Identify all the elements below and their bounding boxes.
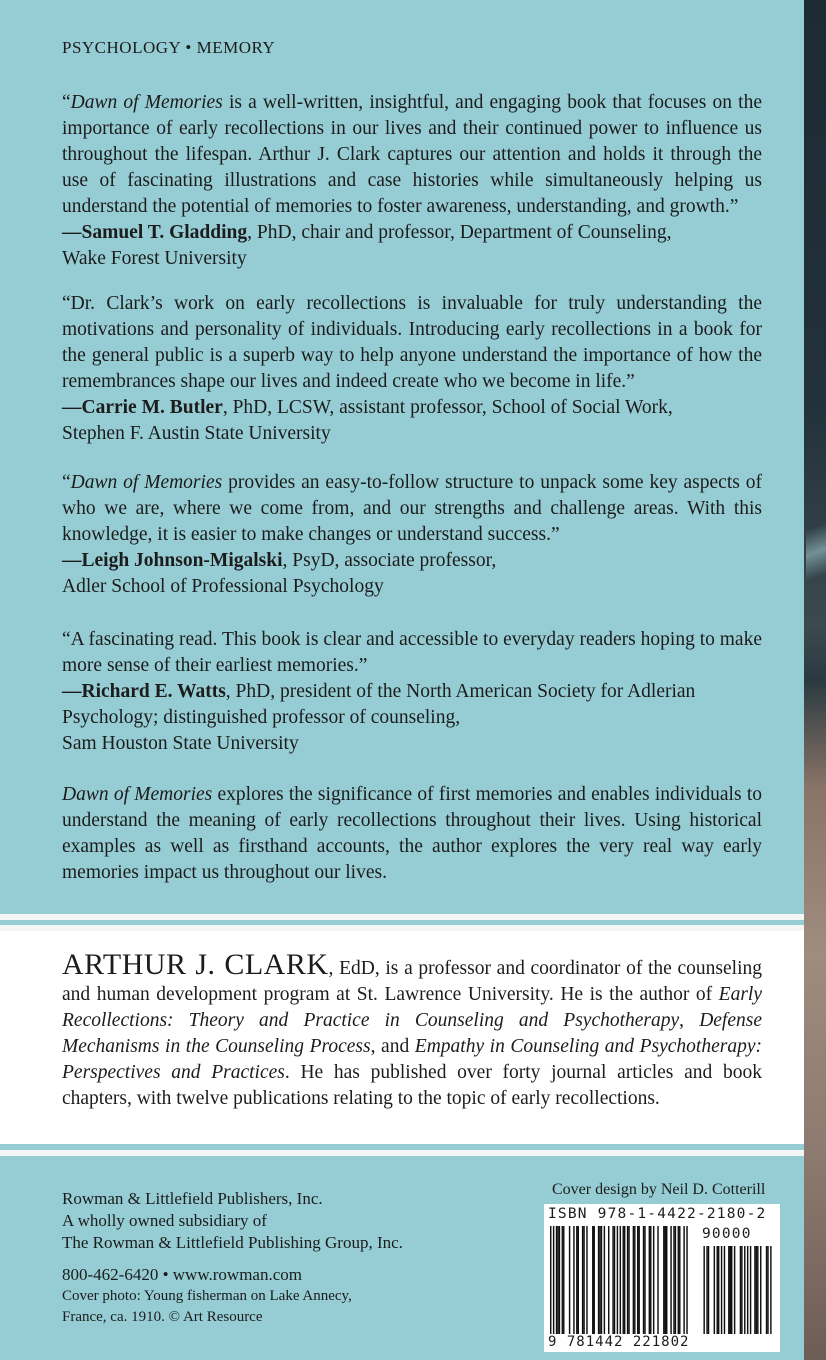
endorsement-3-attribution: —Leigh Johnson-Migalski, PsyD, associate professor, Adler School of Professional Psychology	[62, 550, 497, 597]
barcode-bar	[634, 1226, 635, 1334]
book-description: Dawn of Memories explores the significance of first memories and enables individuals to understand the meaning of early recollections throughout their lives. Using historical examples as well as firsthand accounts, the author explores the very real way early memories impact us throughout our lives.	[62, 784, 762, 883]
addon-bar	[717, 1246, 718, 1334]
photo-credit-1: Cover photo: Young fisherman on Lake Annecy,	[62, 1288, 352, 1304]
barcode-bar	[650, 1226, 651, 1334]
barcode-bar	[550, 1226, 551, 1334]
barcode-bar	[576, 1226, 577, 1334]
barcode-bar	[599, 1226, 600, 1334]
barcode-bar	[601, 1226, 602, 1334]
barcode-bar	[612, 1226, 613, 1334]
publisher-info	[62, 1188, 482, 1328]
addon-bar	[714, 1246, 715, 1334]
endorsement-4	[62, 627, 762, 757]
barcode-bar	[638, 1226, 639, 1334]
barcode-bar	[670, 1226, 671, 1334]
addon-bar	[728, 1246, 729, 1334]
barcode-bar	[563, 1226, 564, 1334]
barcode-bar	[679, 1226, 680, 1334]
category-label: PSYCHOLOGY • MEMORY	[62, 38, 276, 57]
ean-barcode	[550, 1226, 696, 1334]
endorsement-3-quote: “Dawn of Memories provides an easy-to-follow structure to unpack some key aspects of who we are, where we come from, and our strengths and challenge areas. With this knowledge, it is easier to make changes or understand success.”	[62, 472, 762, 545]
addon-bar	[721, 1246, 722, 1334]
barcode-bar	[553, 1226, 554, 1334]
barcode-bar	[627, 1226, 628, 1334]
cover-photo-detail	[806, 505, 826, 625]
price-code: 90000	[702, 1226, 752, 1242]
barcode-bar	[666, 1226, 667, 1334]
barcode-bar	[673, 1226, 674, 1334]
addon-bar	[724, 1246, 725, 1334]
endorsement-1	[62, 90, 762, 272]
publisher-subsidiary: A wholly owned subsidiary of	[62, 1211, 267, 1230]
barcode-bar	[683, 1226, 684, 1334]
addon-barcode	[702, 1246, 774, 1334]
barcode-bar	[569, 1226, 570, 1334]
addon-bar	[741, 1246, 742, 1334]
barcode-bar	[592, 1226, 593, 1334]
isbn-text: ISBN 978-1-4422-2180-2	[548, 1206, 767, 1222]
barcode-bar	[586, 1226, 587, 1334]
endorsement-4-quote: “A fascinating read. This book is clear and accessible to everyday readers hoping to make more sense of their earliest memories.”	[62, 629, 762, 676]
addon-bar	[703, 1246, 704, 1334]
barcode-bar	[608, 1226, 609, 1334]
addon-bar	[757, 1246, 758, 1334]
barcode-bar	[644, 1226, 645, 1334]
barcode-bar	[559, 1226, 560, 1334]
barcode-bar	[675, 1226, 676, 1334]
ean-digits: 9 781442 221802	[548, 1334, 690, 1350]
author-name: ARTHUR J. CLARK	[62, 948, 329, 981]
addon-bar	[747, 1246, 748, 1334]
addon-bar	[760, 1246, 761, 1334]
barcode-bar	[557, 1226, 558, 1334]
addon-bar	[766, 1246, 767, 1334]
barcode-bar	[594, 1226, 595, 1334]
barcode-bar	[583, 1226, 584, 1334]
addon-bar	[706, 1246, 707, 1334]
addon-bar	[708, 1246, 709, 1334]
photo-credit-2: France, ca. 1910. © Art Resource	[62, 1309, 263, 1325]
barcode-bar	[678, 1226, 679, 1334]
addon-bar	[731, 1246, 732, 1334]
barcode-bar	[582, 1226, 583, 1334]
barcode-bar	[614, 1226, 615, 1334]
barcode-bar	[637, 1226, 638, 1334]
publisher-group: The Rowman & Littlefield Publishing Group, Inc.	[62, 1233, 403, 1252]
barcode-bar	[623, 1226, 624, 1334]
barcode-bar	[633, 1226, 634, 1334]
barcode-bar	[556, 1226, 557, 1334]
barcode-bar	[562, 1226, 563, 1334]
cover-design-credit: Cover design by Neil D. Cotterill	[552, 1181, 766, 1198]
addon-bar	[740, 1246, 741, 1334]
addon-bar	[767, 1246, 768, 1334]
publisher-contact: 800-462-6420 • www.rowman.com	[62, 1265, 302, 1284]
barcode-bar	[620, 1226, 621, 1334]
author-bio: ARTHUR J. CLARK, EdD, is a professor and coordinator of the counseling and human development program at St. Lawrence University. He is the author of Early Recollections: Theory and Practice in Counseling and Psychotherapy, Defense Mechanisms in the Counseling Process, and Empathy in Counseling and Psychotherapy: Perspectives and Practices. He has published over forty journal articles and book chapters, with twelve publications relating to the topic of early recollections.	[62, 948, 762, 1109]
addon-bar	[730, 1246, 731, 1334]
addon-bar	[750, 1246, 751, 1334]
endorsement-2	[62, 291, 762, 447]
cover-photo-strip	[804, 0, 826, 1360]
barcode-bar	[663, 1226, 664, 1334]
addon-bar	[770, 1246, 771, 1334]
endorsement-1-attribution: —Samuel T. Gladding, PhD, chair and professor, Department of Counseling, Wake Forest University	[62, 222, 672, 269]
barcode-bar	[643, 1226, 644, 1334]
addon-bar	[718, 1246, 719, 1334]
endorsement-2-quote: “Dr. Clark’s work on early recollections is invaluable for truly understanding the motivations and personality of individuals. Introducing early recollections in a book for the general public is a superb way to help anyone understand the importance of how the remembrances shape our lives and indeed create who we become in life.”	[62, 293, 762, 392]
barcode-bar	[653, 1226, 654, 1334]
barcode-bar	[604, 1226, 605, 1334]
endorsement-4-attribution: —Richard E. Watts, PhD, president of the North American Society for Adlerian Psychology; distinguished professor of counseling, Sam Houston State University	[62, 681, 696, 754]
barcode-bar	[624, 1226, 625, 1334]
barcode-bar	[617, 1226, 618, 1334]
publisher-name: Rowman & Littlefield Publishers, Inc.	[62, 1189, 323, 1208]
addon-bar	[734, 1246, 735, 1334]
barcode-bar	[657, 1226, 658, 1334]
addon-bar	[744, 1246, 745, 1334]
barcode-bar	[598, 1226, 599, 1334]
barcode-bar	[686, 1226, 687, 1334]
endorsement-3	[62, 470, 762, 600]
barcode-bar	[578, 1226, 579, 1334]
endorsement-2-attribution: —Carrie M. Butler, PhD, LCSW, assistant professor, School of Social Work, Stephen F. Austin State University	[62, 397, 673, 444]
barcode-bar	[665, 1226, 666, 1334]
addon-bar	[754, 1246, 755, 1334]
barcode-bar	[573, 1226, 574, 1334]
barcode-bar	[649, 1226, 650, 1334]
endorsement-1-quote: “Dawn of Memories is a well-written, insightful, and engaging book that focuses on the importance of early recollections in our lives and their continued power to influence us throughout the lifespan. Arthur J. Clark captures our attention and holds it through the use of fascinating illustrations and case histories while simultaneously helping us understand the potential of memories to foster awareness, understanding, and growth.”	[62, 92, 762, 217]
addon-bar	[756, 1246, 757, 1334]
barcode-bar	[628, 1226, 629, 1334]
